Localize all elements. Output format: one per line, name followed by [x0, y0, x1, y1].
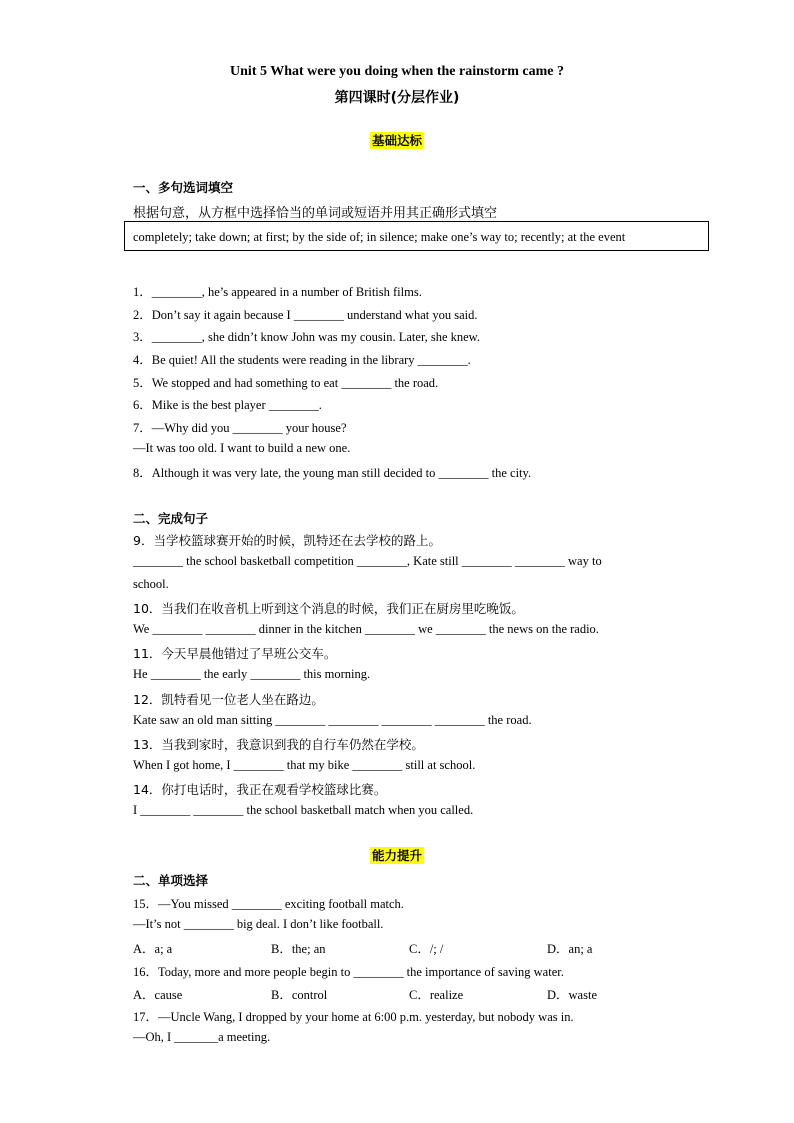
question-15-option-d: D．an; a: [547, 942, 593, 956]
question-13-cn: 13．当我到家时，我意识到我的自行车仍然在学校。: [133, 737, 424, 752]
question-4: 4．Be quiet! All the students were reading in the library ________.: [133, 353, 471, 367]
question-15-option-b: B．the; an: [271, 942, 326, 956]
question-15-option-a: A．a; a: [133, 942, 173, 956]
question-3: 3．________, she didn’t know John was my cousin. Later, she knew.: [133, 330, 481, 344]
question-14-en: I ________ ________ the school basketball match when you called.: [133, 803, 474, 817]
question-8: 8．Although it was very late, the young man still decided to ________ the city.: [133, 466, 532, 480]
banner-advanced-label: 能力提升: [371, 848, 422, 863]
question-7: 7．—Why did you ________ your house?: [133, 421, 347, 435]
question-9-en-cont: school.: [133, 577, 169, 591]
question-16: 16．Today, more and more people begin to ________ the importance of saving water.: [133, 965, 564, 979]
question-11-cn: 11．今天早晨他错过了早班公交车。: [133, 646, 337, 661]
question-16-option-b: B．control: [271, 988, 328, 1002]
word-box-text: completely; take down; at first; by the side of; in silence; make one’s way to; recently; at the event: [133, 230, 626, 244]
question-17-reply: —Oh, I _______a meeting.: [133, 1030, 271, 1044]
question-16-option-d: D．waste: [547, 988, 597, 1002]
question-1: 1．________, he’s appeared in a number of British films.: [133, 285, 422, 299]
question-6: 6．Mike is the best player ________.: [133, 398, 322, 412]
section-instruction: 根据句意，从方框中选择恰当的单词或短语并用其正确形式填空: [133, 206, 498, 221]
question-11-en: He ________ the early ________ this morning.: [133, 667, 371, 681]
page-title: Unit 5 What were you doing when the rainstorm came ?: [230, 64, 564, 79]
question-12-cn: 12．凯特看见一位老人坐在路边。: [133, 692, 324, 707]
question-10-cn: 10．当我们在收音机上听到这个消息的时候，我们正在厨房里吃晚饭。: [133, 601, 524, 616]
page-subtitle: 第四课时(分层作业): [334, 90, 460, 106]
question-9-en: ________ the school basketball competition ________, Kate still ________ ________ way to: [133, 554, 602, 568]
question-15: 15．—You missed ________ exciting football match.: [133, 897, 404, 911]
banner-advanced: [0, 846, 794, 864]
question-15-reply: —It’s not ________ big deal. I don’t like football.: [133, 917, 384, 931]
question-16-option-a: A．cause: [133, 988, 183, 1002]
question-9-cn: 9．当学校篮球赛开始的时候，凯特还在去学校的路上。: [133, 533, 441, 548]
question-10-en: We ________ ________ dinner in the kitchen ________ we ________ the news on the radio.: [133, 622, 599, 636]
question-5: 5．We stopped and had something to eat ________ the road.: [133, 376, 439, 390]
banner-basic: [0, 131, 794, 149]
question-2: 2．Don’t say it again because I ________ understand what you said.: [133, 308, 478, 322]
question-17: 17．—Uncle Wang, I dropped by your home at 6:00 p.m. yesterday, but nobody was in.: [133, 1010, 574, 1024]
question-13-en: When I got home, I ________ that my bike ________ still at school.: [133, 758, 476, 772]
section-heading-word-fill: 一、多句选词填空: [133, 180, 234, 195]
banner-basic-label: 基础达标: [371, 133, 422, 148]
word-box: [124, 221, 709, 251]
question-12-en: Kate saw an old man sitting ________ ________ ________ ________ the road.: [133, 713, 532, 727]
question-7-reply: —It was too old. I want to build a new one.: [133, 441, 351, 455]
section-heading-multiple-choice: 二、单项选择: [133, 873, 209, 888]
section-heading-complete-sentences: 二、完成句子: [133, 511, 209, 526]
question-15-option-c: C．/; /: [409, 942, 444, 956]
question-14-cn: 14．你打电话时，我正在观看学校篮球比赛。: [133, 782, 387, 797]
question-16-option-c: C．realize: [409, 988, 464, 1002]
